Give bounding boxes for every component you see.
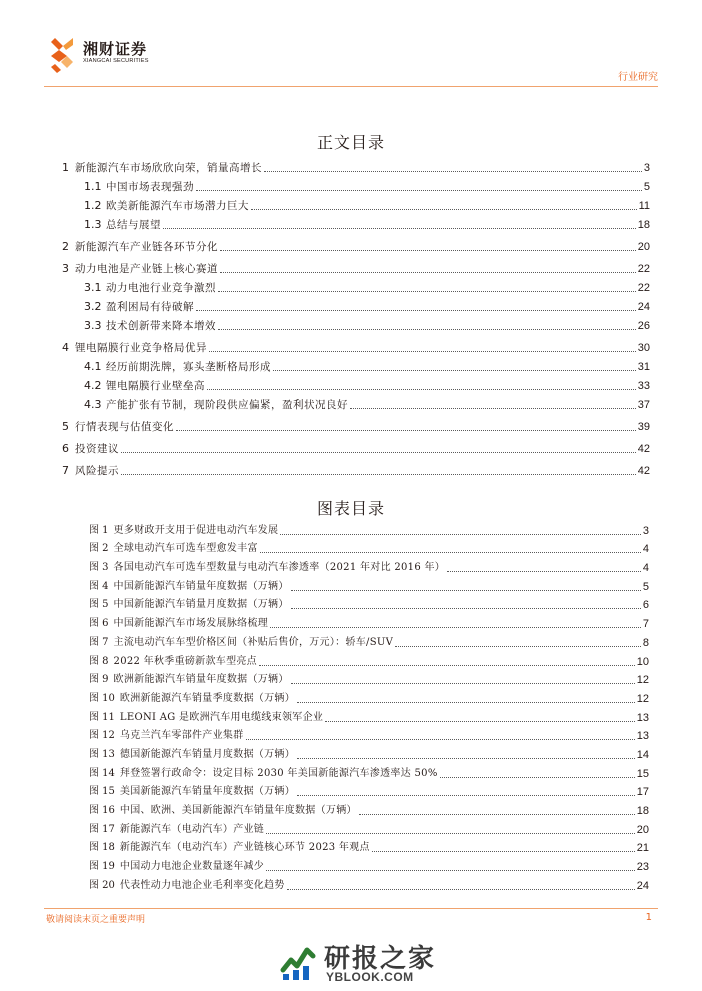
toc-entry-number: 3.1 bbox=[84, 281, 102, 294]
dot-leader bbox=[163, 228, 636, 229]
figure-entry-title: 欧洲新能源汽车销量季度数据（万辆） bbox=[119, 692, 296, 704]
figures-title: 图表目录 bbox=[316, 499, 385, 518]
toc-entry[interactable] bbox=[62, 374, 650, 393]
report-category: 行业研究 bbox=[618, 72, 658, 83]
figure-entry[interactable] bbox=[89, 519, 649, 538]
figure-entry[interactable] bbox=[89, 706, 649, 725]
toc-entry-number: 3.3 bbox=[84, 319, 102, 332]
toc-entry-number: 2 bbox=[62, 240, 69, 253]
toc-entry[interactable] bbox=[62, 393, 650, 412]
figure-entry-title: 主流电动汽车车型价格区间（补贴后售价，万元）：轿车/SUV bbox=[113, 636, 394, 648]
figure-entry[interactable] bbox=[89, 855, 649, 874]
figure-entry-title: 新能源汽车（电动汽车）产业链 bbox=[119, 823, 265, 835]
figure-entry-title: 更多财政开支用于促进电动汽车发展 bbox=[113, 524, 279, 536]
brand-name-cn: 湘财证券 bbox=[83, 40, 148, 58]
figure-entry-label: 图 13 bbox=[89, 748, 115, 760]
figure-entry-page: 18 bbox=[636, 805, 649, 817]
figure-entry-label: 图 16 bbox=[89, 805, 115, 816]
figures-list bbox=[89, 519, 649, 893]
toc-entry-number: 1 bbox=[62, 161, 69, 174]
toc-entry-title: 新能源汽车产业链各环节分化 bbox=[75, 241, 218, 253]
toc-entry[interactable] bbox=[62, 456, 650, 478]
figure-entry-title: LEONI AG 是欧洲汽车用电缆线束领军企业 bbox=[119, 711, 324, 723]
figure-entry-label: 图 17 bbox=[89, 823, 115, 835]
dot-leader bbox=[266, 870, 635, 871]
figure-entry-page: 12 bbox=[636, 674, 649, 687]
figure-entry[interactable] bbox=[89, 687, 649, 706]
dot-leader bbox=[297, 795, 635, 796]
toc-entry-title: 新能源汽车市场欣欣向荣，销量高增长 bbox=[75, 162, 262, 174]
toc-entry-title: 投资建议 bbox=[75, 443, 119, 455]
toc-entry[interactable] bbox=[62, 314, 650, 333]
figure-entry-title: 新能源汽车（电动汽车）产业链核心环节 2023 年观点 bbox=[119, 842, 370, 854]
figure-entry-page: 7 bbox=[642, 618, 649, 631]
figure-entry[interactable] bbox=[89, 556, 649, 575]
dot-leader bbox=[273, 370, 636, 371]
dot-leader bbox=[270, 627, 641, 628]
toc-entry-number: 4.2 bbox=[84, 379, 102, 392]
toc-entry[interactable] bbox=[62, 355, 650, 374]
toc-entry-number: 3.2 bbox=[84, 300, 102, 313]
figure-entry[interactable] bbox=[89, 575, 649, 594]
figure-entry-page: 17 bbox=[636, 786, 649, 799]
toc-entry-page: 30 bbox=[637, 342, 650, 354]
dot-leader bbox=[440, 777, 635, 778]
figure-entry-label: 图 1 bbox=[89, 524, 109, 536]
toc-entry-title: 技术创新带来降本增效 bbox=[106, 320, 216, 332]
figure-entry[interactable] bbox=[89, 631, 649, 650]
dot-leader bbox=[260, 552, 641, 553]
figure-entry-label: 图 20 bbox=[89, 879, 115, 891]
figure-entry-page: 13 bbox=[636, 711, 649, 724]
toc-entry[interactable] bbox=[62, 295, 650, 314]
figure-entry[interactable] bbox=[89, 781, 649, 800]
toc-entry-page: 5 bbox=[643, 181, 650, 193]
toc-entry-page: 31 bbox=[637, 361, 650, 373]
figure-entry-page: 13 bbox=[636, 730, 649, 743]
figure-entry-title: 中国新能源汽车市场发展脉络梳理 bbox=[113, 618, 269, 630]
figure-entry-label: 图 5 bbox=[89, 599, 109, 611]
dot-leader bbox=[196, 310, 636, 311]
toc-entry-title: 动力电池是产业链上核心赛道 bbox=[75, 263, 218, 275]
toc-entry-number: 1.2 bbox=[84, 199, 102, 212]
figure-entry-title: 中国新能源汽车销量月度数据（万辆） bbox=[113, 599, 289, 611]
toc-entry-title: 欧美新能源汽车市场潜力巨大 bbox=[106, 200, 249, 212]
toc-entry-page: 3 bbox=[643, 162, 650, 174]
figure-entry-title: 中国新能源汽车销量年度数据（万辆） bbox=[113, 580, 289, 592]
figure-entry-label: 图 9 bbox=[89, 674, 109, 686]
brand-name-en: XIANGCAI SECURITIES bbox=[83, 58, 149, 64]
figure-entry[interactable] bbox=[89, 669, 649, 688]
dot-leader bbox=[264, 171, 642, 172]
figure-entry-title: 中国动力电池企业数量逐年减少 bbox=[119, 861, 265, 873]
figure-entry-title: 欧洲新能源汽车销量年度数据（万辆） bbox=[113, 674, 289, 686]
dot-leader bbox=[220, 250, 636, 251]
toc-entry[interactable] bbox=[62, 434, 650, 456]
watermark-logo-icon bbox=[275, 938, 321, 984]
dot-leader bbox=[350, 408, 636, 409]
toc-entry-number: 4.3 bbox=[84, 398, 102, 411]
toc-entry-page: 22 bbox=[637, 282, 650, 294]
figure-entry-page: 24 bbox=[636, 879, 649, 892]
toc-entry-title: 行情表现与估值变化 bbox=[75, 421, 174, 433]
figure-entry-label: 图 14 bbox=[89, 767, 115, 779]
toc-entry-title: 动力电池行业竞争激烈 bbox=[106, 282, 216, 294]
toc-entry-page: 37 bbox=[637, 399, 650, 411]
dot-leader bbox=[220, 272, 636, 273]
dot-leader bbox=[176, 430, 636, 431]
dot-leader bbox=[359, 814, 635, 815]
figure-entry-label: 图 7 bbox=[89, 636, 109, 648]
figure-entry-label: 图 2 bbox=[89, 543, 109, 555]
toc-entry-page: 20 bbox=[637, 241, 650, 253]
figure-entry-title: 拜登签署行政命令：设定目标 2030 年美国新能源汽车渗透率达 50% bbox=[119, 767, 438, 779]
toc-entry-number: 3 bbox=[62, 262, 69, 275]
toc-entry-title: 中国市场表现强劲 bbox=[106, 181, 194, 193]
toc-entry-number: 1.3 bbox=[84, 218, 102, 231]
toc-entry-title: 盈利困局有待破解 bbox=[106, 301, 194, 313]
toc-entry-page: 18 bbox=[637, 219, 650, 231]
toc-entry-title: 风险提示 bbox=[75, 465, 119, 477]
figure-entry-page: 12 bbox=[636, 692, 649, 705]
figure-entry-page: 14 bbox=[636, 748, 649, 761]
figure-entry[interactable] bbox=[89, 725, 649, 744]
toc-entry-page: 42 bbox=[637, 443, 650, 455]
figure-entry-title: 全球电动汽车可选车型愈发丰富 bbox=[113, 543, 258, 555]
figure-entry-label: 图 4 bbox=[89, 580, 109, 592]
toc-entry-title: 产能扩张有节制，现阶段供应偏紧，盈利状况良好 bbox=[106, 399, 348, 411]
dot-leader bbox=[209, 351, 636, 352]
toc-entry-page: 22 bbox=[637, 263, 650, 275]
toc-entry[interactable] bbox=[62, 254, 650, 276]
figure-entry-title: 代表性动力电池企业毛利率变化趋势 bbox=[119, 879, 285, 891]
toc-entry[interactable] bbox=[62, 175, 650, 194]
dot-leader bbox=[291, 608, 641, 609]
toc-entry[interactable] bbox=[62, 333, 650, 355]
toc-list bbox=[62, 153, 650, 478]
dot-leader bbox=[207, 389, 636, 390]
toc-entry-number: 7 bbox=[62, 464, 69, 477]
figure-entry[interactable] bbox=[89, 837, 649, 856]
dot-leader bbox=[218, 291, 636, 292]
header-divider bbox=[44, 86, 658, 87]
figure-entry-label: 图 12 bbox=[89, 730, 115, 742]
dot-leader bbox=[251, 209, 637, 210]
figure-entry-page: 21 bbox=[636, 842, 649, 855]
watermark-text-cn: 研报之家 bbox=[324, 944, 437, 974]
figure-entry[interactable] bbox=[89, 818, 649, 837]
toc-entry-page: 33 bbox=[637, 380, 650, 392]
toc-entry[interactable] bbox=[62, 194, 650, 213]
figure-entry-label: 图 19 bbox=[89, 861, 115, 873]
figure-entry[interactable] bbox=[89, 743, 649, 762]
figure-entry-label: 图 8 bbox=[89, 655, 109, 667]
dot-leader bbox=[280, 534, 641, 535]
page-number: 1 bbox=[645, 912, 652, 923]
figure-entry-title: 美国新能源汽车销量年度数据（万辆） bbox=[119, 786, 296, 798]
figure-entry[interactable] bbox=[89, 594, 649, 613]
toc-entry[interactable] bbox=[62, 232, 650, 254]
figure-entry-title: 2022 年秋季重磅新款车型亮点 bbox=[113, 655, 257, 667]
toc-entry-number: 6 bbox=[62, 442, 69, 455]
figure-entry[interactable] bbox=[89, 762, 649, 781]
figure-entry-page: 3 bbox=[642, 524, 649, 537]
dot-leader bbox=[325, 721, 635, 722]
dot-leader bbox=[259, 665, 635, 666]
dot-leader bbox=[218, 329, 636, 330]
figure-entry-page: 5 bbox=[642, 580, 649, 593]
dot-leader bbox=[287, 889, 635, 890]
figure-entry-label: 图 15 bbox=[89, 786, 115, 798]
toc-entry-title: 锂电隔膜行业壁垒高 bbox=[106, 380, 205, 392]
figure-entry[interactable] bbox=[89, 538, 649, 557]
figure-entry-label: 图 3 bbox=[89, 562, 109, 574]
dot-leader bbox=[297, 702, 635, 703]
figure-entry-title: 中国、欧洲、美国新能源汽车销量年度数据（万辆） bbox=[119, 805, 357, 816]
report-header bbox=[44, 32, 658, 82]
dot-leader bbox=[297, 758, 635, 759]
toc-entry-page: 39 bbox=[637, 421, 650, 433]
dot-leader bbox=[291, 683, 635, 684]
toc-title: 正文目录 bbox=[316, 133, 385, 152]
figure-entry-title: 德国新能源汽车销量月度数据（万辆） bbox=[119, 748, 296, 760]
dot-leader bbox=[121, 474, 636, 475]
figure-entry-page: 10 bbox=[636, 655, 649, 668]
watermark-text-en: YBLOOK.COM bbox=[326, 970, 414, 984]
figure-entry[interactable] bbox=[89, 612, 649, 631]
dot-leader bbox=[291, 590, 641, 591]
toc-entry-number: 5 bbox=[62, 420, 69, 433]
toc-entry-title: 总结与展望 bbox=[106, 219, 161, 231]
figure-entry[interactable] bbox=[89, 874, 649, 893]
footer-divider bbox=[44, 908, 658, 909]
figure-entry[interactable] bbox=[89, 650, 649, 669]
dot-leader bbox=[447, 571, 641, 572]
toc-entry[interactable] bbox=[62, 153, 650, 175]
figure-entry-page: 4 bbox=[642, 543, 649, 556]
figure-entry-page: 15 bbox=[636, 767, 649, 780]
figure-entry-title: 各国电动汽车可选车型数量与电动汽车渗透率（2021 年对比 2016 年） bbox=[113, 562, 446, 574]
dot-leader bbox=[121, 452, 636, 453]
dot-leader bbox=[372, 851, 635, 852]
figure-entry-page: 6 bbox=[642, 599, 649, 612]
figure-entry-label: 图 18 bbox=[89, 842, 115, 854]
dot-leader bbox=[196, 190, 642, 191]
toc-entry-page: 26 bbox=[637, 320, 650, 332]
dot-leader bbox=[266, 833, 635, 834]
toc-entry[interactable] bbox=[62, 412, 650, 434]
figure-entry-page: 20 bbox=[636, 823, 649, 836]
dot-leader bbox=[246, 739, 635, 740]
toc-entry-number: 4 bbox=[62, 341, 69, 354]
dot-leader bbox=[395, 646, 641, 647]
toc-entry-page: 42 bbox=[637, 465, 650, 477]
figure-entry-label: 图 6 bbox=[89, 618, 109, 630]
figure-entry-label: 图 11 bbox=[89, 711, 115, 723]
toc-entry-title: 锂电隔膜行业竞争格局优异 bbox=[75, 342, 207, 354]
toc-entry-number: 1.1 bbox=[84, 180, 102, 193]
figure-entry[interactable] bbox=[89, 799, 649, 818]
toc-entry-number: 4.1 bbox=[84, 360, 102, 373]
figure-entry-page: 23 bbox=[636, 861, 649, 874]
toc-entry-page: 11 bbox=[638, 200, 650, 212]
figure-entry-page: 8 bbox=[642, 636, 649, 649]
xiangcai-logo-icon bbox=[49, 36, 75, 74]
toc-entry[interactable] bbox=[62, 276, 650, 295]
disclaimer-note: 敬请阅读末页之重要声明 bbox=[46, 915, 146, 925]
toc-entry[interactable] bbox=[62, 213, 650, 232]
toc-entry-page: 24 bbox=[637, 301, 650, 313]
toc-entry-title: 经历前期洗牌，寡头垄断格局形成 bbox=[106, 361, 271, 373]
figure-entry-page: 4 bbox=[642, 562, 649, 575]
figure-entry-title: 乌克兰汽车零部件产业集群 bbox=[119, 730, 244, 742]
figure-entry-label: 图 10 bbox=[89, 692, 115, 704]
